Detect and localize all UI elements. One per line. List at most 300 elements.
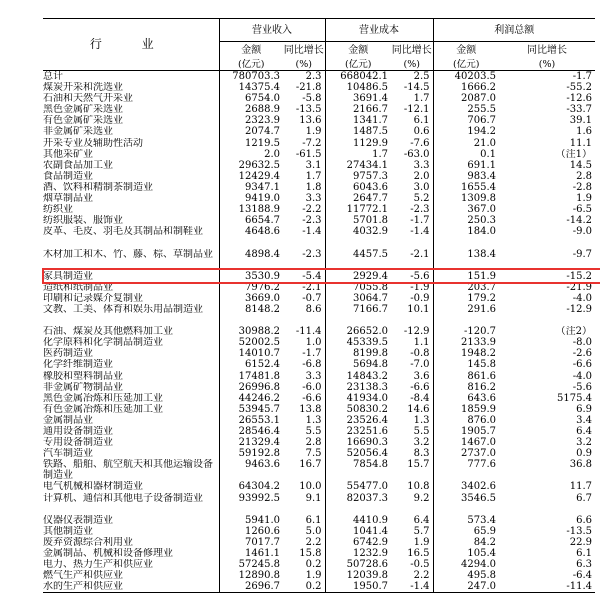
cost-amount-cell: 6043.6 xyxy=(325,182,391,193)
profit-amount-cell: 250.3 xyxy=(433,215,499,226)
table-row xyxy=(43,82,595,93)
table-row xyxy=(43,93,595,104)
cost-yoy-cell: -2.1 xyxy=(410,248,430,260)
revenue-yoy-cell: 1.9 xyxy=(305,570,322,582)
cost-yoy-cell: 2.0 xyxy=(413,170,430,182)
revenue-yoy-cell: -13.5 xyxy=(295,104,322,116)
revenue-amount-cell: 12890.8 xyxy=(238,570,280,582)
cost-yoy-cell: 5.5 xyxy=(413,426,430,437)
cost-yoy-cell: -0.5 xyxy=(410,559,430,571)
revenue-yoy-cell: 10.0 xyxy=(299,481,322,493)
revenue-yoy-cell: -21.8 xyxy=(295,82,322,94)
revenue-yoy-cell: -6.8 xyxy=(302,359,322,371)
revenue-yoy-unit: (%) xyxy=(283,59,325,71)
revenue-amount-cell: 14010.7 xyxy=(238,348,280,360)
revenue-yoy-cell: 3.1 xyxy=(305,159,322,171)
revenue-amount-cell: 9419.0 xyxy=(245,193,280,205)
profit-yoy-cell: （注1） xyxy=(555,148,592,160)
industry-name-cell: 通用设备制造业 xyxy=(43,426,219,437)
cost-amount-cell: 45339.5 xyxy=(325,337,391,348)
revenue-amount-cell: 64304.2 xyxy=(238,481,280,493)
cost-yoy-cell: 10.1 xyxy=(407,303,430,315)
revenue-yoy-cell: 1.9 xyxy=(305,126,322,138)
cost-amount-cell: 5694.8 xyxy=(325,359,391,370)
cost-amount-cell: 3064.7 xyxy=(325,293,391,304)
profit-yoy-cell: 3.4 xyxy=(576,414,592,426)
profit-amount-cell: 40203.5 xyxy=(433,71,499,83)
profit-amount-cell: 643.6 xyxy=(433,393,499,404)
profit-amount-cell: 179.2 xyxy=(433,293,499,304)
revenue-amount-cell: 30988.2 xyxy=(238,326,280,338)
revenue-amount-cell: 44246.2 xyxy=(238,392,280,404)
revenue-amount-cell: 17481.8 xyxy=(238,370,280,382)
revenue-yoy-cell: 1.3 xyxy=(305,414,322,426)
profit-yoy-cell: -12.6 xyxy=(566,93,592,105)
profit-yoy-cell: 6.4 xyxy=(576,426,592,437)
profit-yoy-cell: -12.9 xyxy=(566,303,592,315)
profit-amount-cell: 203.7 xyxy=(433,282,499,293)
profit-amount-cell: 816.2 xyxy=(433,382,499,393)
revenue-amount-header: 金额 xyxy=(241,45,262,56)
industry-name-cell: 酒、饮料和精制茶制造业 xyxy=(43,182,219,193)
profit-yoy-cell: 22.9 xyxy=(569,536,592,548)
revenue-yoy-cell: 0.2 xyxy=(283,581,325,593)
profit-amount-cell: 777.6 xyxy=(433,459,499,481)
revenue-yoy-cell: 9.1 xyxy=(305,492,322,504)
revenue-yoy-cell: 2.8 xyxy=(305,437,322,449)
revenue-amount-cell: 26996.8 xyxy=(238,381,280,393)
profit-yoy-cell: 6.9 xyxy=(576,403,592,415)
table-row xyxy=(43,337,595,348)
revenue-yoy-cell: 13.6 xyxy=(299,115,322,127)
cost-amount-cell: 23526.4 xyxy=(325,415,391,426)
revenue-amount-cell: 7017.7 xyxy=(245,536,280,548)
profit-yoy-cell: 6.3 xyxy=(576,559,592,571)
revenue-yoy-cell: -1.7 xyxy=(302,348,322,360)
cost-yoy-cell: -6.6 xyxy=(410,381,430,393)
table-row xyxy=(43,104,595,115)
profit-yoy-cell: 1.9 xyxy=(576,193,592,205)
profit-yoy-cell: （注2） xyxy=(555,326,592,338)
industry-name-cell: 石油、煤炭及其他燃料加工业 xyxy=(43,326,219,337)
cost-yoy-cell: 10.8 xyxy=(407,481,430,493)
industry-name-cell: 黑色金属冶炼和压延加工业 xyxy=(43,393,219,404)
cost-yoy-header: 同比增长 xyxy=(391,45,432,56)
table-row xyxy=(43,448,595,459)
industry-name-cell: 计算机、通信和其他电子设备制造业 xyxy=(43,493,219,515)
profit-yoy-cell: 14.5 xyxy=(569,159,592,171)
revenue-yoy-cell: -5.8 xyxy=(302,93,322,105)
cost-yoy-cell: 3.3 xyxy=(413,159,430,171)
table-row xyxy=(43,415,595,426)
table-row xyxy=(43,570,595,581)
cost-yoy-cell: 5.7 xyxy=(413,525,430,537)
profit-yoy-cell: 5175.4 xyxy=(557,392,592,404)
industry-name-cell: 电力、热力生产和供应业 xyxy=(43,559,219,570)
table-row xyxy=(43,160,595,171)
cost-amount-cell: 23251.6 xyxy=(325,426,391,437)
industry-name-cell: 石油和天然气开采业 xyxy=(43,93,219,104)
profit-amount-cell: 876.0 xyxy=(433,415,499,426)
profit-yoy-cell: -2.6 xyxy=(572,348,592,360)
revenue-amount-unit: (亿元) xyxy=(219,59,283,71)
profit-amount-cell: 291.6 xyxy=(433,304,499,326)
industry-name-cell: 化学原料和化学制品制造业 xyxy=(43,337,219,348)
revenue-yoy-cell: -5.4 xyxy=(302,270,322,282)
cost-amount-cell: 82037.3 xyxy=(325,493,391,515)
profit-amount-cell: 247.0 xyxy=(433,581,499,593)
industry-column-header: 行 业 xyxy=(43,19,219,71)
profit-amount-cell: 3546.5 xyxy=(433,493,499,515)
profit-amount-cell: 1905.7 xyxy=(433,426,499,437)
cost-yoy-cell: -8.4 xyxy=(410,392,430,404)
cost-yoy-cell: -12.9 xyxy=(403,326,430,338)
table-row xyxy=(43,138,595,149)
profit-amount-cell: 138.4 xyxy=(433,249,499,271)
profit-yoy-cell: -5.6 xyxy=(572,381,592,393)
profit-yoy-cell: -9.7 xyxy=(572,248,592,260)
cost-yoy-cell: 15.7 xyxy=(407,459,430,471)
profit-amount-cell: 0.1 xyxy=(433,149,499,160)
table-row xyxy=(43,559,595,570)
table-row xyxy=(43,215,595,226)
table-row xyxy=(43,393,595,404)
table-row xyxy=(43,115,595,126)
revenue-amount-cell: 6754.0 xyxy=(245,93,280,105)
revenue-yoy-cell: -11.4 xyxy=(295,326,322,338)
industry-statistics-table xyxy=(43,18,595,593)
revenue-amount-cell: 14375.4 xyxy=(238,82,280,94)
revenue-yoy-cell: 3.3 xyxy=(305,193,322,205)
revenue-yoy-cell: 15.8 xyxy=(299,548,322,560)
profit-yoy-cell: 11.7 xyxy=(569,481,592,493)
profit-yoy-cell: 0.9 xyxy=(576,448,592,460)
cost-amount-cell: 6742.9 xyxy=(325,537,391,548)
table-header xyxy=(43,19,595,71)
cost-amount-cell: 27434.1 xyxy=(325,160,391,171)
profit-yoy-cell: -6.4 xyxy=(572,570,592,582)
cost-amount-unit: (亿元) xyxy=(325,59,391,71)
revenue-yoy-cell: -2.3 xyxy=(302,215,322,227)
cost-amount-cell: 1487.5 xyxy=(325,126,391,137)
table-row xyxy=(43,537,595,548)
profit-yoy-cell: -13.5 xyxy=(566,525,592,537)
revenue-yoy-cell: 2.2 xyxy=(305,536,322,548)
table-row xyxy=(43,581,595,593)
revenue-amount-cell: 57245.8 xyxy=(238,559,280,571)
industry-name-cell: 专用设备制造业 xyxy=(43,437,219,448)
revenue-yoy-cell: 6.1 xyxy=(305,514,322,526)
cost-yoy-cell: 6.1 xyxy=(413,115,430,127)
cost-yoy-cell: 1.7 xyxy=(413,93,430,105)
cost-yoy-cell: -63.0 xyxy=(403,148,430,160)
revenue-yoy-cell: 5.5 xyxy=(305,426,322,437)
revenue-yoy-cell: 1.8 xyxy=(305,181,322,193)
industry-name-cell: 铁路、船舶、航空航天和其他运输设备制造业 xyxy=(43,459,219,481)
profit-yoy-cell: 1.6 xyxy=(576,126,592,138)
industry-statistics-table-wrap xyxy=(43,18,595,593)
industry-name-cell: 其他采矿业 xyxy=(43,149,219,160)
cost-yoy-cell: 2.2 xyxy=(413,570,430,582)
industry-name-cell: 有色金属冶炼和压延加工业 xyxy=(43,404,219,415)
revenue-amount-cell: 13188.9 xyxy=(238,204,280,216)
profit-amount-cell: 21.0 xyxy=(433,138,499,149)
table-row xyxy=(43,526,595,537)
profit-yoy-cell: -21.9 xyxy=(566,281,592,293)
cost-yoy-cell: 1.1 xyxy=(413,337,430,349)
revenue-yoy-cell: -6.6 xyxy=(302,392,322,404)
revenue-amount-cell: 7976.2 xyxy=(245,281,280,293)
revenue-amount-cell: 2696.7 xyxy=(219,581,283,593)
profit-yoy-cell: 3.2 xyxy=(576,437,592,449)
table-row xyxy=(43,293,595,304)
profit-amount-header: 金额 xyxy=(433,42,499,60)
revenue-yoy-cell: -2.3 xyxy=(302,248,322,260)
industry-name-cell: 印刷和记录媒介复制业 xyxy=(43,293,219,304)
table-row xyxy=(43,548,595,559)
cost-yoy-cell: -0.9 xyxy=(410,292,430,304)
revenue-yoy-header: 同比增长 xyxy=(283,45,324,56)
revenue-amount-cell: 53945.7 xyxy=(238,403,280,415)
revenue-yoy-cell: 8.6 xyxy=(305,303,322,315)
revenue-yoy-cell: 0.2 xyxy=(305,559,322,571)
profit-yoy-cell: -6.5 xyxy=(572,204,592,216)
cost-yoy-cell: -1.7 xyxy=(410,215,430,227)
industry-name-cell: 纺织服装、服饰业 xyxy=(43,215,219,226)
table-row xyxy=(43,404,595,415)
profit-amount-cell: 194.2 xyxy=(433,126,499,137)
cost-yoy-cell: 2.5 xyxy=(413,71,430,82)
revenue-yoy-cell: -7.2 xyxy=(302,137,322,149)
industry-name-cell: 金属制品业 xyxy=(43,415,219,426)
table-row xyxy=(43,226,595,248)
cost-yoy-cell: -7.6 xyxy=(410,137,430,149)
profit-yoy-cell: -14.2 xyxy=(566,215,592,227)
highlight-box xyxy=(42,268,600,284)
revenue-amount-cell: 2074.7 xyxy=(245,126,280,138)
profit-amount-cell: 2087.0 xyxy=(433,93,499,104)
cost-amount-cell: 1232.9 xyxy=(325,548,391,559)
industry-name-cell: 食品制造业 xyxy=(43,171,219,182)
profit-amount-cell: 2133.9 xyxy=(433,337,499,348)
table-row xyxy=(43,382,595,393)
industry-name-cell: 橡胶和塑料制品业 xyxy=(43,371,219,382)
profit-yoy-cell: 39.1 xyxy=(569,115,592,127)
cost-yoy-cell: 1.9 xyxy=(413,536,430,548)
cost-amount-cell: 1.7 xyxy=(325,149,391,160)
table-row xyxy=(43,371,595,382)
industry-name-cell: 医药制造业 xyxy=(43,348,219,359)
cost-yoy-cell: -1.9 xyxy=(410,281,430,293)
cost-amount-cell: 11772.1 xyxy=(325,204,391,215)
cost-yoy-cell: -12.1 xyxy=(403,104,430,116)
profit-yoy-cell: 6.6 xyxy=(576,514,592,526)
table-row xyxy=(43,326,595,337)
cost-amount-cell: 2166.7 xyxy=(325,104,391,115)
profit-yoy-cell: -11.4 xyxy=(499,581,595,593)
cost-amount-cell: 7055.8 xyxy=(325,282,391,293)
cost-yoy-cell: -7.0 xyxy=(410,359,430,371)
cost-yoy-cell: -1.4 xyxy=(410,226,430,238)
profit-amount-cell: 84.2 xyxy=(433,537,499,548)
revenue-amount-cell: 12429.4 xyxy=(238,170,280,182)
profit-amount-cell: 1467.0 xyxy=(433,437,499,448)
profit-amount-cell: 1309.8 xyxy=(433,193,499,204)
cost-amount-cell: 50830.2 xyxy=(325,404,391,415)
cost-yoy-cell: 3.2 xyxy=(413,437,430,449)
revenue-yoy-cell: 2.3 xyxy=(305,71,322,82)
profit-yoy-cell: -2.8 xyxy=(572,181,592,193)
profit-yoy-cell: -9.0 xyxy=(572,226,592,238)
profit-amount-cell: 706.7 xyxy=(433,115,499,126)
table-row xyxy=(43,493,595,515)
cost-amount-cell: 2929.4 xyxy=(325,271,391,282)
cost-amount-header: 金额 xyxy=(325,42,391,60)
cost-amount-cell: 23138.3 xyxy=(325,382,391,393)
revenue-amount-cell: 780703.3 xyxy=(232,71,280,82)
table-row xyxy=(43,182,595,193)
table-row xyxy=(43,171,595,182)
revenue-group-header: 营业收入 xyxy=(219,19,325,42)
industry-name-cell: 总计 xyxy=(43,71,219,83)
profit-amount-cell: 65.9 xyxy=(433,526,499,537)
cost-amount-cell: 4457.5 xyxy=(325,249,391,271)
revenue-yoy-cell: -2.2 xyxy=(302,204,322,216)
industry-name-cell: 仪器仪表制造业 xyxy=(43,515,219,526)
cost-yoy-cell: 9.2 xyxy=(413,492,430,504)
profit-amount-unit: (亿元) xyxy=(433,59,499,71)
profit-amount-cell: 691.1 xyxy=(433,160,499,171)
cost-amount-cell: 8199.8 xyxy=(325,348,391,359)
cost-amount-cell: 5701.8 xyxy=(325,215,391,226)
table-row xyxy=(43,459,595,481)
revenue-amount-cell: 1260.6 xyxy=(245,525,280,537)
cost-yoy-cell: 16.5 xyxy=(407,548,430,560)
revenue-yoy-cell: 1.0 xyxy=(305,337,322,349)
profit-yoy-cell: 6.7 xyxy=(576,492,592,504)
cost-amount-cell: 7854.8 xyxy=(325,459,391,481)
cost-amount-cell: 4410.9 xyxy=(325,515,391,526)
industry-name-cell: 皮革、毛皮、羽毛及其制品和制鞋业 xyxy=(43,226,219,248)
industry-name-cell: 家具制造业 xyxy=(43,271,219,282)
cost-yoy-cell: -0.8 xyxy=(410,348,430,360)
profit-amount-cell: 2737.0 xyxy=(433,448,499,459)
cost-yoy-cell: -2.3 xyxy=(410,204,430,216)
revenue-amount-cell: 2688.9 xyxy=(245,104,280,116)
cost-amount-cell: 668042.1 xyxy=(325,71,391,83)
profit-yoy-cell: 2.8 xyxy=(576,170,592,182)
industry-name-cell: 纺织业 xyxy=(43,204,219,215)
industry-name-cell: 金属制品、机械和设备修理业 xyxy=(43,548,219,559)
revenue-amount-cell: 2323.9 xyxy=(245,115,280,127)
cost-yoy-cell: 1.3 xyxy=(413,414,430,426)
cost-amount-cell: 3691.4 xyxy=(325,93,391,104)
revenue-yoy-cell: -6.0 xyxy=(302,381,322,393)
table-row xyxy=(43,193,595,204)
industry-name-cell: 电气机械和器材制造业 xyxy=(43,481,219,492)
revenue-yoy-cell: 5.0 xyxy=(305,525,322,537)
cost-yoy-cell: -14.5 xyxy=(403,82,430,94)
revenue-yoy-cell: 7.5 xyxy=(305,448,322,460)
revenue-yoy-cell: -0.7 xyxy=(302,292,322,304)
cost-yoy-cell: 3.0 xyxy=(413,181,430,193)
cost-yoy-cell: 5.2 xyxy=(413,193,430,205)
profit-yoy-cell: 11.1 xyxy=(569,137,592,149)
cost-amount-cell: 1950.7 xyxy=(325,581,391,593)
revenue-yoy-cell: 3.3 xyxy=(305,370,322,382)
profit-yoy-cell: 36.8 xyxy=(569,459,592,471)
profit-yoy-cell: -4.0 xyxy=(572,292,592,304)
profit-yoy-cell: -55.2 xyxy=(566,82,592,94)
revenue-amount-cell: 9347.1 xyxy=(245,181,280,193)
profit-yoy-unit: (%) xyxy=(499,59,595,71)
industry-name-cell: 化学纤维制造业 xyxy=(43,359,219,370)
industry-name-cell: 有色金属矿采选业 xyxy=(43,115,219,126)
industry-name-cell: 木材加工和木、竹、藤、棕、草制品业 xyxy=(43,249,219,271)
cost-amount-cell: 55477.0 xyxy=(325,481,391,492)
industry-name-cell: 烟草制品业 xyxy=(43,193,219,204)
revenue-amount-cell: 4648.6 xyxy=(245,226,280,238)
cost-yoy-cell: 8.3 xyxy=(413,448,430,460)
cost-amount-cell: 14843.2 xyxy=(325,371,391,382)
cost-amount-cell: 2647.7 xyxy=(325,193,391,204)
table-row xyxy=(43,426,595,437)
cost-amount-cell: 9757.3 xyxy=(325,171,391,182)
revenue-yoy-cell: 16.7 xyxy=(299,459,322,471)
revenue-amount-cell: 4898.4 xyxy=(245,248,280,260)
cost-amount-cell: 1341.7 xyxy=(325,115,391,126)
revenue-yoy-cell: -61.5 xyxy=(295,148,322,160)
profit-amount-cell: 367.0 xyxy=(433,204,499,215)
industry-name-cell: 农副食品加工业 xyxy=(43,160,219,171)
table-row xyxy=(43,126,595,137)
cost-amount-cell: 52056.4 xyxy=(325,448,391,459)
cost-amount-cell: 16690.3 xyxy=(325,437,391,448)
cost-amount-cell: 4032.9 xyxy=(325,226,391,248)
profit-amount-cell: 1655.4 xyxy=(433,182,499,193)
profit-yoy-cell: -1.7 xyxy=(572,71,592,82)
revenue-amount-cell: 8148.2 xyxy=(245,303,280,315)
profit-amount-cell: 1948.2 xyxy=(433,348,499,359)
profit-yoy-header: 同比增长 xyxy=(527,45,567,56)
profit-yoy-cell: -4.0 xyxy=(572,370,592,382)
table-row xyxy=(43,304,595,326)
profit-amount-cell: 1859.9 xyxy=(433,404,499,415)
cost-amount-cell: 10486.5 xyxy=(325,82,391,93)
cost-amount-cell: 1041.4 xyxy=(325,526,391,537)
revenue-amount-cell: 28546.4 xyxy=(238,426,280,437)
revenue-amount-cell: 1461.1 xyxy=(245,548,280,560)
revenue-yoy-cell: 1.7 xyxy=(305,170,322,182)
revenue-yoy-cell: 13.8 xyxy=(299,403,322,415)
profit-yoy-cell: -6.6 xyxy=(572,359,592,371)
profit-amount-cell: 184.0 xyxy=(433,226,499,248)
industry-name-cell: 水的生产和供应业 xyxy=(43,581,219,593)
cost-yoy-unit: (%) xyxy=(391,59,433,71)
revenue-amount-cell: 6152.4 xyxy=(245,359,280,371)
industry-name-cell: 非金属矿采选业 xyxy=(43,126,219,137)
revenue-amount-cell: 52002.5 xyxy=(238,337,280,349)
cost-amount-cell: 12039.8 xyxy=(325,570,391,581)
revenue-yoy-cell: -2.1 xyxy=(302,281,322,293)
table-row xyxy=(43,481,595,492)
revenue-amount-cell: 29632.5 xyxy=(238,159,280,171)
industry-name-cell: 造纸和纸制品业 xyxy=(43,282,219,293)
revenue-amount-cell: 59192.8 xyxy=(238,448,280,460)
cost-amount-cell: 50728.6 xyxy=(325,559,391,570)
table-row xyxy=(43,515,595,526)
revenue-amount-cell: 2.0 xyxy=(264,148,280,160)
